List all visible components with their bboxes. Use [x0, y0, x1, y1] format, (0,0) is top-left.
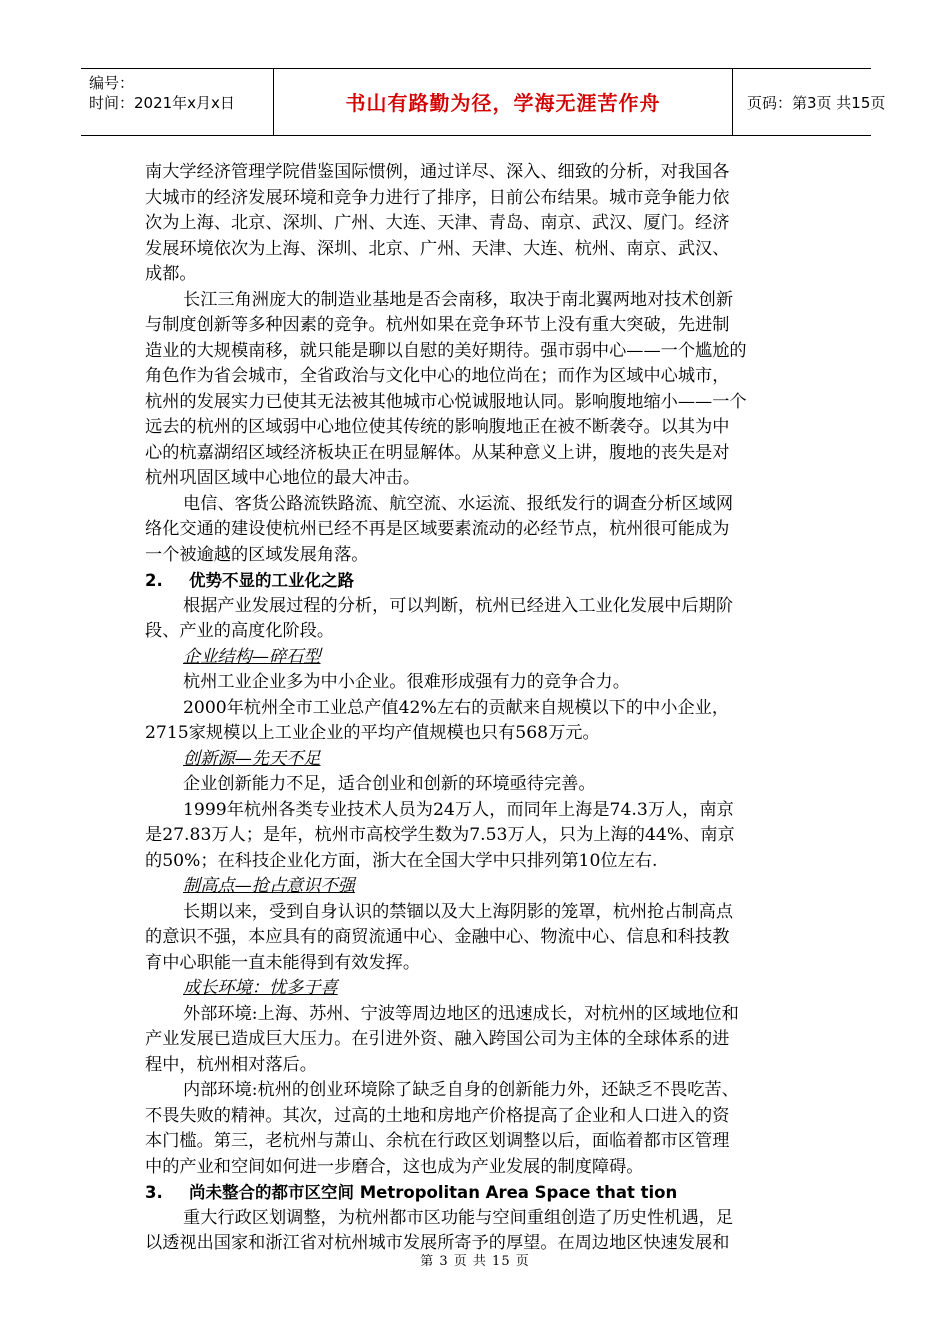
section-title: 尚未整合的都市区空间 Metropolitan Area Space that tion — [189, 1183, 678, 1202]
body-text-line: 长江三角洲庞大的制造业基地是否会南移，取决于南北翼两地对技术创新 — [183, 289, 734, 310]
body-text-line: 心的杭嘉湖绍区域经济板块正在明显解体。从某种意义上讲，腹地的丧失是对 — [145, 442, 730, 463]
body-text-line: 1999年杭州各类专业技术人员为24万人，而同年上海是74.3万人，南京 — [183, 799, 734, 820]
subheading: 制高点—抢占意识不强 — [183, 876, 355, 896]
header-page-number: 页码：第3页 共15页 — [747, 94, 886, 112]
body-text-line: 不畏失败的精神。其次，过高的土地和房地产价格提高了企业和人口进入的资 — [145, 1105, 730, 1126]
document-number-label: 编号： — [89, 74, 135, 92]
subheading: 成长环境：忧多于喜 — [183, 978, 338, 998]
body-text-line: 杭州工业企业多为中小企业。很难形成强有力的竞争合力。 — [183, 672, 630, 692]
body-text-line: 以透视出国家和浙江省对杭州城市发展所寄予的厚望。在周边地区快速发展和 — [145, 1233, 730, 1253]
body-text-line: 是27.83万人；是年，杭州市高校学生数为7.53万人，只为上海的44%、南京 — [145, 825, 735, 845]
body-text-line: 电信、客货公路流铁路流、航空流、水运流、报纸发行的调查分析区域网 — [183, 493, 734, 514]
body-text-line: 杭州的发展实力已使其无法被其他城市心悦诚服地认同。影响腹地缩小——一个 — [145, 391, 747, 412]
body-text-line: 发展环境依次为上海、深圳、北京、广州、天津、大连、杭州、南京、武汉、 — [145, 238, 730, 259]
body-text-line: 内部环境:杭州的创业环境除了缺乏自身的创新能力外，还缺乏不畏吃苦、 — [183, 1080, 739, 1100]
body-text-line: 角色作为省会城市，全省政治与文化中心的地位尚在；而作为区域中心城市， — [145, 366, 730, 386]
subheading: 创新源—先天不足 — [183, 748, 321, 769]
body-text-line: 2000年杭州全市工业总产值42%左右的贡献来自规模以下的中小企业， — [183, 697, 730, 718]
body-text-line: 次为上海、北京、深圳、广州、大连、天津、青岛、南京、武汉、厦门。经济 — [145, 213, 730, 233]
section-number: 3. — [145, 1183, 163, 1202]
body-text-line: 南大学经济管理学院借鉴国际惯例，通过详尽、深入、细致的分析，对我国各 — [145, 162, 730, 182]
body-text-line: 育中心职能一直未能得到有效发挥。 — [145, 952, 421, 973]
section-heading — [145, 1180, 810, 1206]
body-text-line: 远去的杭州的区域弱中心地位使其传统的影响腹地正在被不断袭夺。以其为中 — [145, 417, 730, 437]
body-text-line: 程中，杭州相对落后。 — [145, 1054, 317, 1075]
body-text-line: 大城市的经济发展环境和竞争力进行了排序，日前公布结果。城市竞争能力依 — [145, 187, 730, 208]
body-text-line: 2715家规模以上工业企业的平均产值规模也只有568万元。 — [145, 723, 600, 743]
section-number: 2. — [145, 571, 163, 590]
body-text-line: 造业的大规模南移，就只能是聊以自慰的美好期待。强市弱中心——一个尴尬的 — [145, 340, 747, 361]
page-footer: 第 3 页 共 15 页 — [420, 1254, 530, 1269]
header-meta-cell — [81, 69, 274, 135]
body-text-line: 根据产业发展过程的分析，可以判断，杭州已经进入工业化发展中后期阶 — [183, 595, 734, 616]
header-motto-cell — [274, 69, 733, 135]
body-text-line: 络化交通的建设使杭州已经不再是区域要素流动的必经节点，杭州很可能成为 — [145, 519, 730, 539]
body-text-line: 企业创新能力不足，适合创业和创新的环境亟待完善。 — [183, 774, 596, 794]
body-text-line: 的意识不强，本应具有的商贸流通中心、金融中心、物流中心、信息和科技教 — [145, 927, 730, 947]
body-text-line: 中的产业和空间如何进一步磨合，这也成为产业发展的制度障碍。 — [145, 1156, 644, 1177]
section-title: 优势不显的工业化之路 — [189, 571, 354, 590]
body-text-line: 与制度创新等多种因素的竞争。杭州如果在竞争环节上没有重大突破，先进制 — [145, 315, 730, 335]
document-time-label: 时间：2021年x月x日 — [89, 94, 235, 112]
body-text-line: 段、产业的高度化阶段。 — [145, 621, 335, 641]
body-text-line: 本门槛。第三，老杭州与萧山、余杭在行政区划调整以后，面临着都市区管理 — [145, 1131, 730, 1151]
page-header — [81, 68, 886, 136]
body-text-line: 产业发展已造成巨大压力。在引进外资、融入跨国公司为主体的全球体系的进 — [145, 1029, 730, 1049]
body-text-line: 成都。 — [145, 264, 197, 284]
header-motto: 书山有路勤为径，学海无涯苦作舟 — [345, 91, 661, 115]
body-text-line: 一个被逾越的区域发展角落。 — [145, 544, 369, 565]
document-body — [145, 160, 810, 1257]
body-text-line: 杭州巩固区域中心地位的最大冲击。 — [145, 468, 421, 488]
subheading: 企业结构—碎石型 — [183, 646, 321, 667]
body-text-line: 重大行政区划调整，为杭州都市区功能与空间重组创造了历史性机遇，足 — [183, 1207, 734, 1228]
body-text-line: 外部环境:上海、苏州、宁波等周边地区的迅速成长，对杭州的区域地位和 — [183, 1003, 739, 1024]
body-text-line: 长期以来，受到自身认识的禁锢以及大上海阴影的笼罩，杭州抢占制高点 — [183, 901, 734, 922]
body-text-line: 的50%；在科技企业化方面，浙大在全国大学中只排列第10位左右. — [145, 850, 658, 871]
header-page-cell — [733, 69, 886, 135]
section-heading — [145, 568, 810, 594]
